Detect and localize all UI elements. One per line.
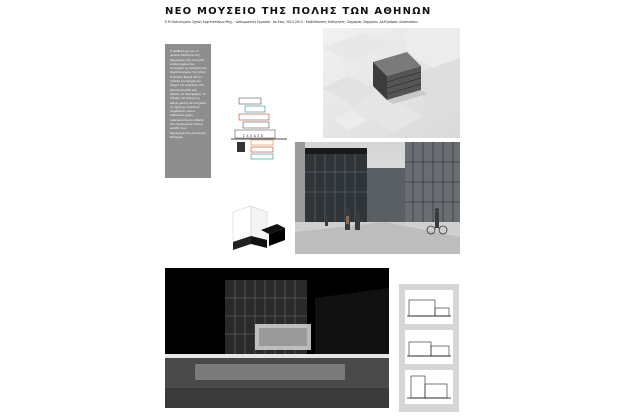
section-drawing — [405, 370, 453, 404]
section-drawing — [405, 290, 453, 324]
street-render — [295, 142, 460, 254]
section-drawing — [405, 330, 453, 364]
section-drawing-image — [405, 290, 453, 324]
poster-subtitle: Ε.Μ.Πολυτεχνείο Σχολή Αρχιτεκτόνων Μηχ. · Διπλωματική Εργασία · Ακ.έτος 2013-2014 · Επιβλέποντες Καθηγητές: Ζαχαρίας Ζαχαρίου, Αλέξανδρος Αναστασίου — [165, 20, 418, 24]
night-render-image — [165, 268, 389, 408]
street-render-image — [295, 142, 460, 254]
poster-title: ΝΕΟ ΜΟΥΣΕΙΟ ΤΗΣ ΠΟΛΗΣ ΤΩΝ ΑΘΗΝΩΝ — [165, 6, 432, 17]
description-panel — [165, 44, 211, 178]
massing-model — [229, 206, 289, 252]
section-diagram — [231, 94, 287, 164]
night-render — [165, 268, 389, 408]
poster — [155, 0, 475, 420]
aerial-render — [323, 28, 460, 138]
section-diagram-image — [231, 94, 287, 164]
massing-model-image — [229, 206, 289, 252]
section-drawing-image — [405, 370, 453, 404]
section-drawing-image — [405, 330, 453, 364]
description-text: Η πρόθεσή μας για το μουσείο βασίζεται στη δημιουργία ενός ανοιχτού ενιαίου χώρου που λειτουργεί ως συνέχεια του δημόσιου χώρου της πόλης. Η είσοδος ξεκινά από το επίπεδο του δρόμου και οδηγεί τον επισκέπτη στο εσωτερικό μέσα από ράμπες και πλατφόρμες. Το κέλυφος λειτουργεί ως φίλτρο φωτός και επιτρέπει τη σχέση με το αστικό περιβάλλον, ενώ οι εκθεσιακοί χώροι οργανώνονται σε επίπεδα που επικοινωνούν οπτικά μεταξύ τους δημιουργώντας μια συνεχή διαδρομή. — [170, 50, 207, 139]
sections-panel — [399, 284, 459, 412]
diagram-label: Σ Χ Ε Δ Ι Ο — [243, 134, 263, 138]
aerial-render-image — [323, 28, 460, 138]
